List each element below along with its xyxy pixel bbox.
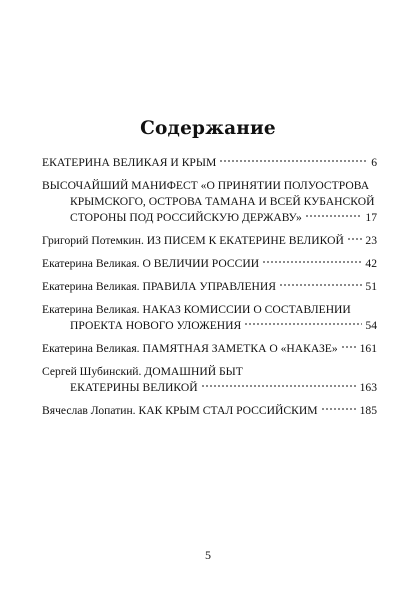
toc-entry-page: 185	[359, 404, 377, 417]
toc-entry	[42, 341, 377, 357]
toc-entry-page: 51	[365, 280, 377, 293]
toc-entry-last-line	[42, 155, 377, 171]
dot-leader	[219, 159, 368, 163]
toc-entry	[42, 178, 377, 226]
toc-entry-title-line: СТОРОНЫ ПОД РОССИЙСКУЮ ДЕРЖАВУ»	[70, 211, 302, 224]
toc-entry-title-line: Вячеслав Лопатин. КАК КРЫМ СТАЛ РОССИЙСКИМ	[42, 404, 318, 417]
toc-entry-last-line	[42, 256, 377, 272]
toc-entry-title-line: ЕКАТЕРИНЫ ВЕЛИКОЙ	[70, 381, 198, 394]
toc-entry-page: 6	[371, 156, 377, 169]
dot-leader	[305, 214, 363, 218]
toc-entry-page: 23	[365, 234, 377, 247]
toc-entry	[42, 233, 377, 249]
toc-entry-title-line: Екатерина Великая. ПАМЯТНАЯ ЗАМЕТКА О «НАКАЗЕ»	[42, 342, 338, 355]
toc-entry-page: 163	[359, 381, 377, 394]
toc-entry-title-line: Екатерина Великая. ПРАВИЛА УПРАВЛЕНИЯ	[42, 280, 277, 293]
toc-entry-title-line: Сергей Шубинский. ДОМАШНИЙ БЫТ	[42, 365, 243, 378]
toc-entry-last-line	[42, 380, 377, 396]
toc-entry-last-line	[42, 318, 377, 334]
toc-entry	[42, 155, 377, 171]
toc-entry-title-line: ЕКАТЕРИНА ВЕЛИКАЯ И КРЫМ	[42, 156, 217, 169]
toc-entry-page: 17	[365, 211, 377, 224]
toc-entry	[42, 403, 377, 419]
dot-leader	[347, 237, 363, 241]
toc-entry-title-line: КРЫМСКОГО, ОСТРОВА ТАМАНА И ВСЕЙ КУБАНСКОЙ	[70, 195, 375, 208]
toc-entry-title-line: Екатерина Великая. О ВЕЛИЧИИ РОССИИ	[42, 257, 260, 270]
toc-entry-last-line	[42, 403, 377, 419]
dot-leader	[321, 407, 357, 411]
toc-entry	[42, 302, 377, 334]
table-of-contents	[42, 155, 377, 426]
dot-leader	[262, 260, 362, 264]
toc-entry-last-line	[42, 233, 377, 249]
dot-leader	[244, 322, 362, 326]
dot-leader	[201, 384, 357, 388]
toc-entry-title-line: ВЫСОЧАЙШИЙ МАНИФЕСТ «О ПРИНЯТИИ ПОЛУОСТРОВА	[42, 179, 370, 192]
toc-entry	[42, 279, 377, 295]
dot-leader	[279, 283, 362, 287]
toc-entry-title-line: Григорий Потемкин. ИЗ ПИСЕМ К ЕКАТЕРИНЕ ВЕЛИКОЙ	[42, 234, 344, 247]
toc-entry-title-line: ПРОЕКТА НОВОГО УЛОЖЕНИЯ	[70, 319, 242, 332]
page-number: 5	[205, 548, 211, 562]
toc-entry	[42, 256, 377, 272]
toc-entry-page: 161	[359, 342, 377, 355]
toc-entry-title-line: Екатерина Великая. НАКАЗ КОМИССИИ О СОСТАВЛЕНИИ	[42, 303, 351, 316]
toc-entry-page: 54	[365, 319, 377, 332]
toc-entry-last-line	[42, 210, 377, 226]
toc-entry-last-line	[42, 279, 377, 295]
toc-heading: Содержание	[140, 118, 276, 139]
toc-entry-page: 42	[365, 257, 377, 270]
dot-leader	[341, 345, 357, 349]
toc-entry-last-line	[42, 341, 377, 357]
toc-entry	[42, 364, 377, 396]
